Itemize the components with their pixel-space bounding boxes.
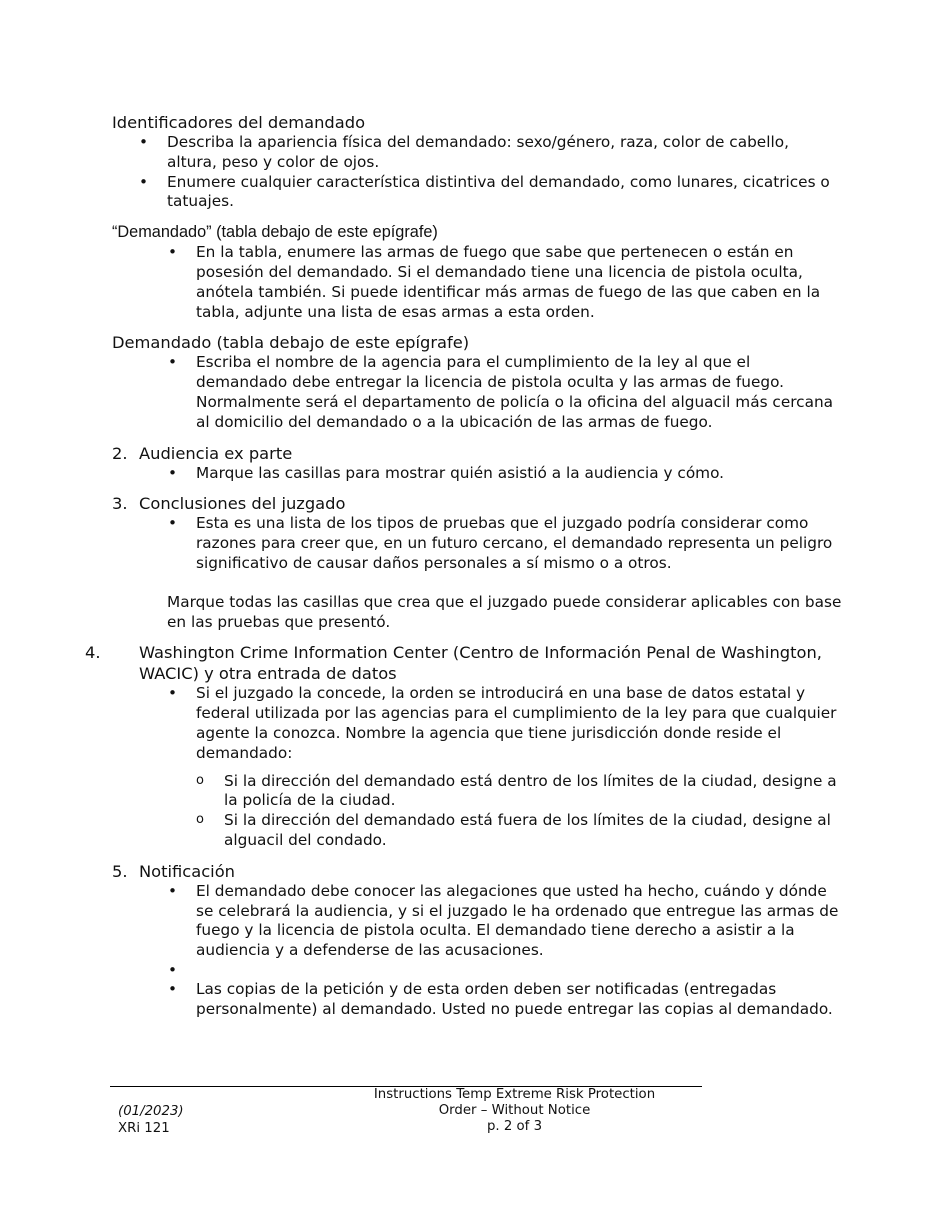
list-item: • Si el juzgado la concede, la orden se introducirá en una base de datos estatal y federal utilizada por las agencias para el cumplimiento de la ley para que cualquier agente la conozca. Nombre la agencia que tiene jurisdicción donde reside el demandado: — [112, 684, 842, 763]
list-section-4 — [112, 684, 842, 763]
list-item: • Enumere cualquier característica distintiva del demandado, como lunares, cicatrices o tatuajes. — [112, 173, 842, 213]
list-section-5 — [112, 882, 842, 1020]
footer-form-info — [118, 1103, 184, 1137]
heading-section-4 — [85, 642, 842, 684]
section-title: Washington Crime Information Center (Centro de Información Penal de Washington, WACIC) y otra entrada de datos — [139, 643, 822, 684]
list-item: o Si la dirección del demandado está dentro de los límites de la ciudad, designe a la policía de la ciudad. — [112, 772, 842, 812]
form-title-line-2: Order – Without Notice — [438, 1103, 591, 1118]
heading-section-3 — [112, 493, 842, 514]
list-section-2 — [112, 464, 842, 484]
section-number: 3. — [112, 494, 128, 514]
section-title: Notificación — [139, 861, 235, 881]
page-number: p. 2 of 3 — [486, 1119, 543, 1134]
heading-respondent-agency-table: Demandado (tabla debajo de este epígrafe) — [112, 333, 470, 353]
list-spacer — [112, 961, 842, 980]
list-item: o Si la dirección del demandado está fuera de los límites de la ciudad, designe al alguacil del condado. — [112, 811, 842, 851]
list-item: • Describa la apariencia física del demandado: sexo/género, raza, color de cabello, altura, peso y color de ojos. — [112, 133, 842, 173]
section-title: Conclusiones del juzgado — [139, 494, 346, 514]
list-respondent-firearms — [112, 243, 842, 322]
list-item: • Las copias de la petición y de esta orden deben ser notificadas (entregadas personalmente) al demandado. Usted no puede entregar las copias al demandado. — [112, 980, 842, 1020]
list-item: • Esta es una lista de los tipos de pruebas que el juzgado podría considerar como razones para creer que, en un futuro cercano, el demandado representa un peligro significativo de causar daños personales a sí mismo o a otros. — [112, 514, 842, 573]
list-item: • En la tabla, enumere las armas de fuego que sabe que pertenecen o están en posesión del demandado. Si el demandado tiene una licencia de pistola oculta, anótela también. Si puede identificar más armas de fuego de las que caben en la tabla, adjunte una lista de esas armas a esta orden. — [112, 243, 842, 322]
section-number: 2. — [112, 443, 128, 463]
list-item: • Escriba el nombre de la agencia para el cumplimiento de la ley al que el demandado debe entregar la licencia de pistola oculta y las armas de fuego. Normalmente será el departamento de policía o la oficina del alguacil más cercana al domicilio del demandado o a la ubicación de las armas de fuego. — [112, 353, 842, 432]
form-code: XRi 121 — [118, 1121, 170, 1136]
section-number: 4. — [85, 643, 101, 663]
list-respondent-agency — [112, 353, 842, 432]
heading-section-5 — [112, 861, 842, 882]
section-3-paragraph: Marque todas las casillas que crea que el juzgado puede considerar aplicables con base en las pruebas que presentó. — [167, 592, 842, 631]
heading-section-2 — [112, 443, 842, 464]
list-item: • El demandado debe conocer las alegaciones que usted ha hecho, cuándo y dónde se celebrará la audiencia, y si el juzgado le ha ordenado que entregue las armas de fuego y la licencia de pistola oculta. El demandado tiene derecho a asistir a la audiencia y a defenderse de las acusaciones. — [112, 882, 842, 961]
form-date: (01/2023) — [118, 1104, 184, 1119]
instructions-body — [85, 112, 842, 1020]
section-number: 5. — [112, 861, 128, 881]
section-title: Audiencia ex parte — [139, 443, 293, 463]
list-section-3 — [112, 514, 842, 573]
heading-defendant-identifiers: Identificadores del demandado — [112, 113, 366, 132]
heading-respondent-firearms-table: “Demandado” (tabla debajo de este epígrafe) — [112, 223, 438, 242]
list-defendant-identifiers — [112, 133, 842, 212]
form-title-line-1: Instructions Temp Extreme Risk Protection — [373, 1087, 656, 1102]
sublist-section-4 — [112, 772, 842, 851]
footer-form-title — [367, 1087, 662, 1135]
list-item: • Marque las casillas para mostrar quién asistió a la audiencia y cómo. — [112, 464, 842, 484]
